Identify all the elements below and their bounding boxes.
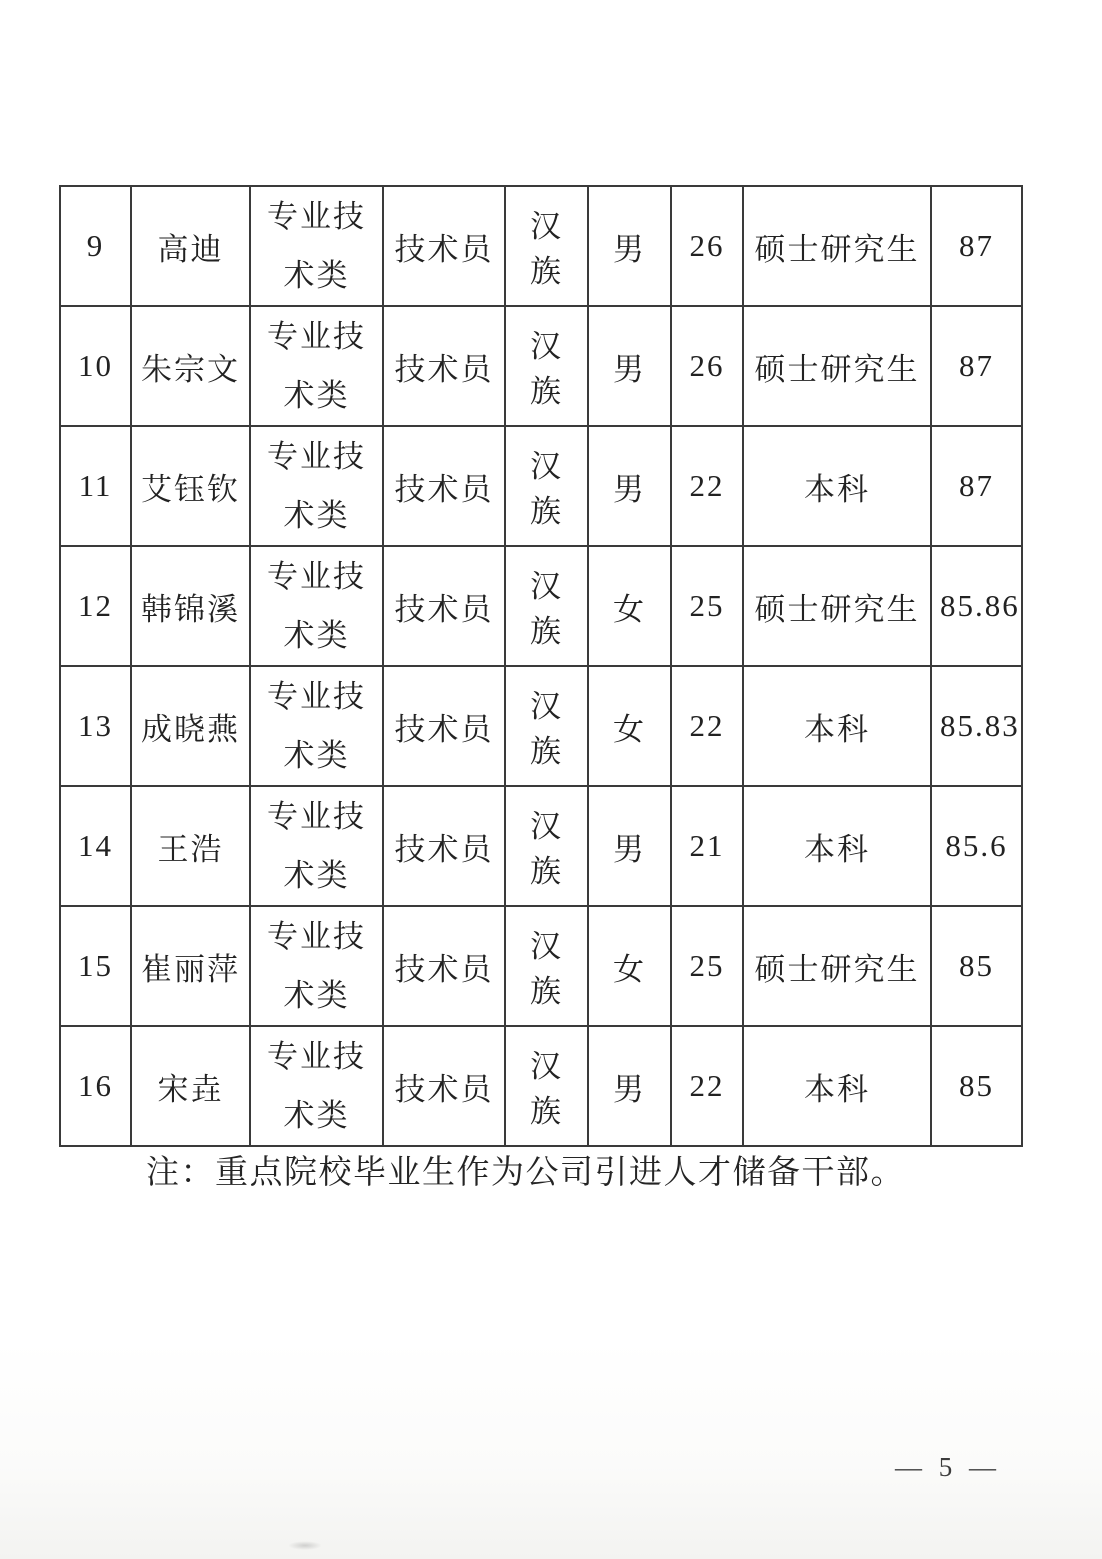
table-cell: 女 bbox=[588, 666, 671, 786]
table-cell: 15 bbox=[60, 906, 131, 1026]
table-cell: 专业技术类 bbox=[250, 666, 383, 786]
table-cell: 87 bbox=[931, 186, 1022, 306]
table-cell: 汉族 bbox=[505, 306, 588, 426]
table-cell: 11 bbox=[60, 426, 131, 546]
table-cell: 25 bbox=[671, 906, 743, 1026]
table-cell: 25 bbox=[671, 546, 743, 666]
table-cell: 硕士研究生 bbox=[743, 306, 931, 426]
table-cell: 汉族 bbox=[505, 426, 588, 546]
table-cell: 87 bbox=[931, 426, 1022, 546]
table-cell: 22 bbox=[671, 666, 743, 786]
table-cell: 技术员 bbox=[383, 186, 505, 306]
table-row bbox=[60, 426, 1022, 546]
table-cell: 22 bbox=[671, 426, 743, 546]
table-cell: 本科 bbox=[743, 786, 931, 906]
table-cell: 85 bbox=[931, 1026, 1022, 1146]
table-cell: 韩锦溪 bbox=[131, 546, 250, 666]
table-cell: 男 bbox=[588, 426, 671, 546]
table-cell: 专业技术类 bbox=[250, 1026, 383, 1146]
table-cell: 专业技术类 bbox=[250, 186, 383, 306]
table-cell: 技术员 bbox=[383, 666, 505, 786]
table-cell: 26 bbox=[671, 306, 743, 426]
table-cell: 硕士研究生 bbox=[743, 186, 931, 306]
table-cell: 10 bbox=[60, 306, 131, 426]
table-cell: 男 bbox=[588, 186, 671, 306]
table-row bbox=[60, 186, 1022, 306]
recruitment-roster-table bbox=[59, 185, 1023, 1147]
table-cell: 王浩 bbox=[131, 786, 250, 906]
table-cell: 21 bbox=[671, 786, 743, 906]
table-cell: 汉族 bbox=[505, 786, 588, 906]
table-cell: 9 bbox=[60, 186, 131, 306]
footnote-text: 注：重点院校毕业生作为公司引进人才储备干部。 bbox=[146, 1155, 905, 1191]
table-cell: 朱宗文 bbox=[131, 306, 250, 426]
table-cell: 硕士研究生 bbox=[743, 546, 931, 666]
table-row bbox=[60, 786, 1022, 906]
table-row bbox=[60, 546, 1022, 666]
table-cell: 技术员 bbox=[383, 786, 505, 906]
table-cell: 高迪 bbox=[131, 186, 250, 306]
table-cell: 85.86 bbox=[931, 546, 1022, 666]
table-cell: 技术员 bbox=[383, 546, 505, 666]
table-row bbox=[60, 906, 1022, 1026]
table-cell: 专业技术类 bbox=[250, 906, 383, 1026]
table-cell: 专业技术类 bbox=[250, 306, 383, 426]
table-cell: 技术员 bbox=[383, 306, 505, 426]
table-cell: 85.83 bbox=[931, 666, 1022, 786]
table-cell: 汉族 bbox=[505, 546, 588, 666]
table-cell: 技术员 bbox=[383, 426, 505, 546]
table-cell: 男 bbox=[588, 1026, 671, 1146]
table-cell: 女 bbox=[588, 906, 671, 1026]
table-cell: 87 bbox=[931, 306, 1022, 426]
table-cell: 16 bbox=[60, 1026, 131, 1146]
table-cell: 崔丽萍 bbox=[131, 906, 250, 1026]
table-cell: 男 bbox=[588, 786, 671, 906]
table-cell: 本科 bbox=[743, 666, 931, 786]
table-cell: 22 bbox=[671, 1026, 743, 1146]
table-cell: 女 bbox=[588, 546, 671, 666]
table-row bbox=[60, 306, 1022, 426]
table-cell: 汉族 bbox=[505, 666, 588, 786]
table-row bbox=[60, 1026, 1022, 1146]
table-cell: 汉族 bbox=[505, 906, 588, 1026]
table-cell: 技术员 bbox=[383, 1026, 505, 1146]
table-cell: 硕士研究生 bbox=[743, 906, 931, 1026]
table-cell: 艾钰钦 bbox=[131, 426, 250, 546]
table-cell: 专业技术类 bbox=[250, 546, 383, 666]
scan-smudge bbox=[288, 1541, 322, 1550]
table-cell: 14 bbox=[60, 786, 131, 906]
table-cell: 12 bbox=[60, 546, 131, 666]
table-cell: 本科 bbox=[743, 426, 931, 546]
table-cell: 85.6 bbox=[931, 786, 1022, 906]
table-cell: 专业技术类 bbox=[250, 426, 383, 546]
table-row bbox=[60, 666, 1022, 786]
table-cell: 汉族 bbox=[505, 1026, 588, 1146]
page-number: — 5 — bbox=[895, 1452, 1001, 1482]
table-cell: 13 bbox=[60, 666, 131, 786]
table-body bbox=[60, 186, 1022, 1146]
table-cell: 技术员 bbox=[383, 906, 505, 1026]
table-cell: 专业技术类 bbox=[250, 786, 383, 906]
table-cell: 宋垚 bbox=[131, 1026, 250, 1146]
table-cell: 汉族 bbox=[505, 186, 588, 306]
table-cell: 本科 bbox=[743, 1026, 931, 1146]
table-cell: 85 bbox=[931, 906, 1022, 1026]
table-cell: 成晓燕 bbox=[131, 666, 250, 786]
table-cell: 26 bbox=[671, 186, 743, 306]
table-cell: 男 bbox=[588, 306, 671, 426]
